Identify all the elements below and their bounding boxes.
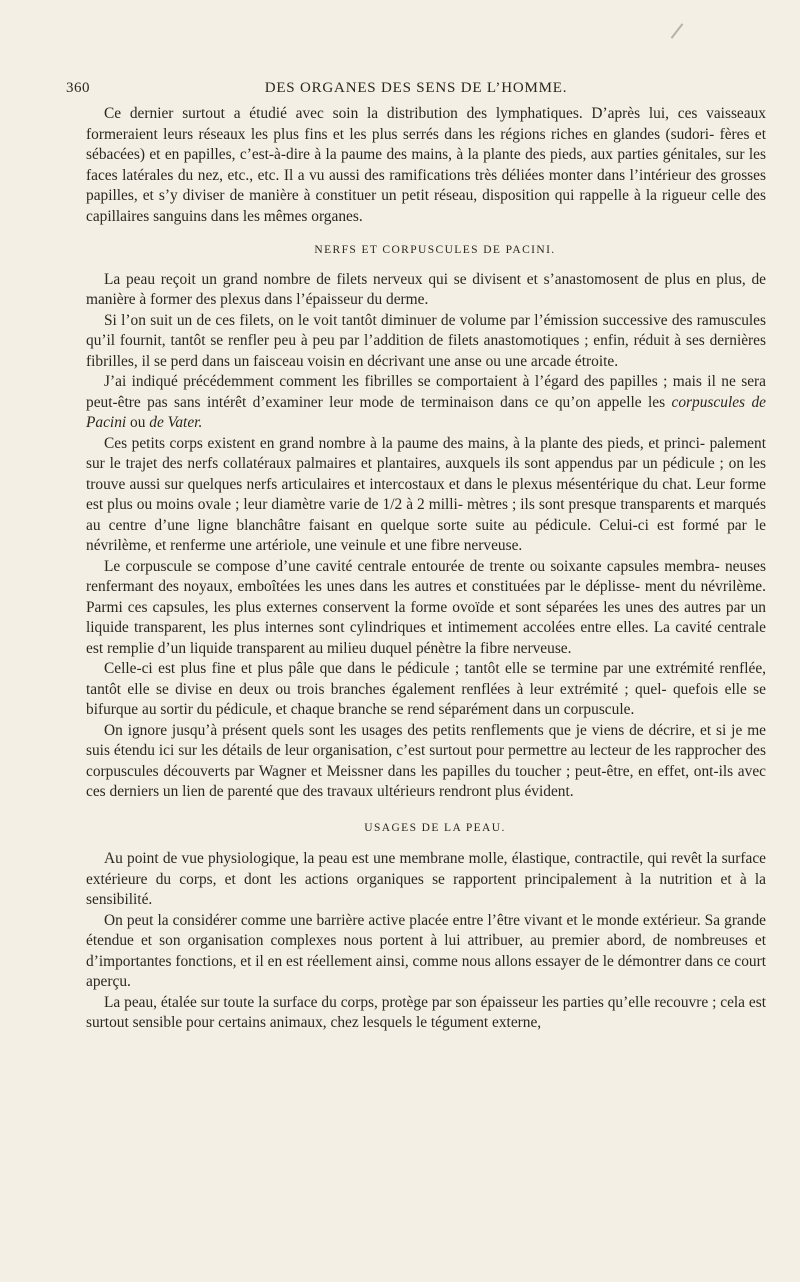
paragraph-nerfs-7: On ignore jusqu’à présent quels sont les usages des petits renflements que je viens de décrire, et si je me suis étendu ici sur les détails de leur organisation, c’est surtout pour permettre au lecteur de les rapprocher des corpuscules découverts par Wagner et Meissner dans les papilles du toucher ; peut-être, en effet, ont-ils avec ces derniers un lien de parenté que des travaux ultérieurs rendront plus évident.: [86, 721, 766, 800]
paragraph-nerfs-5: Le corpuscule se compose d’une cavité centrale entourée de trente ou soixante capsules membra- neuses renfermant des noyaux, emboîtées les unes dans les autres et constituées par le déplisse- ment du névrilème. Parmi ces capsules, les plus externes conservent la forme ovoïde et sont séparées les unes des autres par un liquide transparent, les plus internes sont cylindriques et intimement accolées entre elles. La cavité centrale est remplie d’un liquide transparent au milieu duquel pénètre la fibre nerveuse.: [86, 557, 766, 657]
section-heading-nerfs: NERFS ET CORPUSCULES DE PACINI.: [314, 244, 556, 256]
paragraph-nerfs-3: [86, 372, 766, 434]
pencil-mark: [671, 23, 684, 38]
paragraph-nerfs-6: Celle-ci est plus fine et plus pâle que dans le pédicule ; tantôt elle se termine par une extrémité renflée, tantôt elle se divise en deux ou trois branches également renflées à leur extrémité ; quel- quefois elle se bifurque au sortir du pédicule, et chaque branche se rend séparément dans un corpuscule.: [86, 660, 766, 718]
paragraph-nerfs-4: Ces petits corps existent en grand nombre à la paume des mains, à la plante des pieds, et princi- palement sur le trajet des nerfs collatéraux palmaires et plantaires, auxquels ils sont appendus par un pédicule ; on les trouve aussi sur quelques nerfs articulaires et intercostaux et dans le plexus mésentérique du chat. Leur forme est plus ou moins ovale ; leur diamètre varie de 1/2 à 2 milli- mètres ; ils sont presque transparents et marqués au centre d’une ligne blanchâtre faisant en quelque sorte suite au pédicule. Celui-ci est formé par le névrilème, et renferme une artériole, une veinule et une fibre nerveuse.: [86, 434, 766, 554]
term-vater: de Vater.: [149, 414, 203, 431]
paragraph-usages-2: On peut la considérer comme une barrière active placée entre l’être vivant et le monde extérieur. Sa grande étendue et son organisation complexes nous portent à lui attribuer, au premier abord, de nombreuses et d’importantes fonctions, et il en est réellement ainsi, comme nous allons essayer de le démontrer dans ce court aperçu.: [86, 911, 766, 990]
running-title: DES ORGANES DES SENS DE L’HOMME.: [264, 80, 568, 96]
body-text: [86, 104, 766, 1034]
intro-paragraph: Ce dernier surtout a étudié avec soin la distribution des lymphatiques. D’après lui, ces vaisseaux formeraient leurs réseaux les plus fins et les plus serrés dans les régions riches en glandes (sudori- fères et sébacées) et en papilles, c’est-à-dire à la paume des mains, à la plante des pieds, aux parties génitales, sur les faces latérales du nez, etc., etc. Il a vu aussi des ramifications très déliées monter dans l’intérieur des grosses papilles, et s’y diviser de manière à constituer un petit réseau, disposition qui rappelle à la rigueur celle des capillaires sanguins dans les mêmes organes.: [86, 105, 766, 225]
paragraph-nerfs-3-start: J’ai indiqué précédemment comment les fibrilles se comportaient à l’égard des papilles ; mais il ne sera peut-être pas sans intérêt d’examiner leur mode de terminaison dans ce qu’on appelle les: [86, 373, 766, 411]
paragraph-nerfs-2: Si l’on suit un de ces filets, on le voit tantôt diminuer de volume par l’émission successive des ramuscules qu’il fournit, tantôt se renfler peu à peu par l’addition de filets anastomotiques ; enfin, réduit à ses dernières fibrilles, il se perd dans un faisceau voisin en décrivant une anse ou une arcade étroite.: [86, 311, 766, 370]
section-heading-usages: USAGES DE LA PEAU.: [364, 821, 506, 834]
paragraph-usages-1: Au point de vue physiologique, la peau est une membrane molle, élastique, contractile, qui revêt la surface extérieure du corps, et dont les actions organiques se rapportent principalement à la nutrition et à la sensibilité.: [86, 850, 766, 908]
paragraph-nerfs-1: La peau reçoit un grand nombre de filets nerveux qui se divisent et s’anastomosent de plus en plus, de manière à former des plexus dans l’épaisseur du derme.: [86, 270, 766, 308]
term-corpuscules-pacini: corpuscules de Pacini: [86, 393, 766, 431]
paragraph-usages-3: La peau, étalée sur toute la surface du corps, protège par son épaisseur les parties qu’elle recouvre ; cela est surtout sensible pour certains animaux, chez lesquels le tégument externe,: [86, 993, 766, 1031]
page-header: [66, 80, 766, 102]
conjunction-ou: ou: [130, 414, 146, 431]
page-number: 360: [66, 80, 90, 96]
